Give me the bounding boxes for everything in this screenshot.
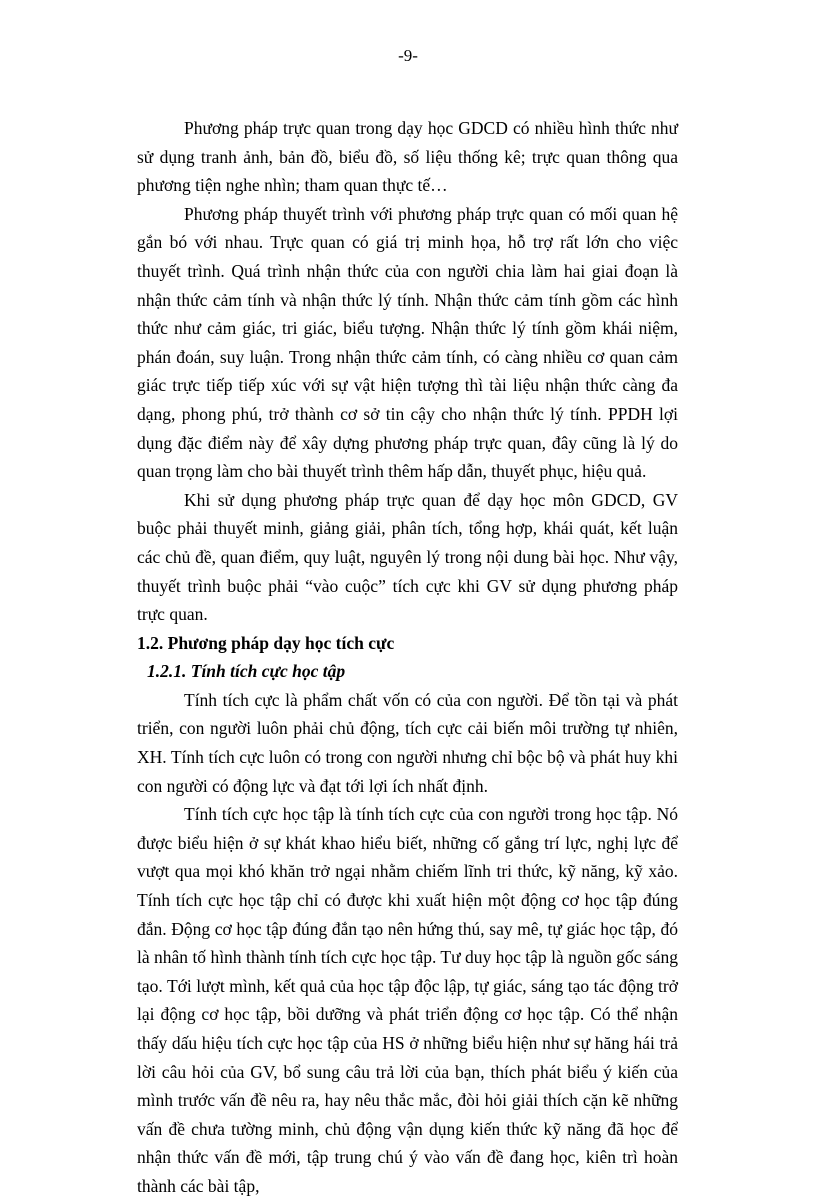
- page-body: [137, 114, 678, 1201]
- paragraph-learning-positivity: Tính tích cực học tập là tính tích cực của con người trong học tập. Nó được biểu hiện ở sự khát khao hiểu biết, những cố gắng trí lực, nghị lực để vượt qua mọi khó khăn trở ngại nhằm chiếm lĩnh tri thức, kỹ năng, kỹ xảo. Tính tích cực học tập chỉ có được khi xuất hiện một động cơ học tập đúng đắn. Động cơ học tập đúng đắn tạo nên hứng thú, say mê, tự giác học tập, đó là nhân tố hình thành tính tích cực học tập. Tư duy học tập là nguồn gốc sáng tạo. Tới lượt mình, kết quả của học tập độc lập, tự giác, sáng tạo tác động trở lại động cơ học tập, bồi dưỡng và phát triển động cơ học tập. Có thể nhận thấy dấu hiệu tích cực học tập của HS ở những biểu hiện như sự hăng hái trả lời câu hỏi của GV, bổ sung câu trả lời của bạn, thích phát biểu ý kiến của mình trước vấn đề nêu ra, hay nêu thắc mắc, đòi hỏi giải thích cặn kẽ những vấn đề chưa tường minh, chủ động vận dụng kiến thức kỹ năng đã học để nhận thức vấn đề mới, tập trung chú ý vào vấn đề đang học, kiên trì hoàn thành các bài tập,: [137, 804, 678, 1196]
- paragraph-using-visual-method: Khi sử dụng phương pháp trực quan để dạy học môn GDCD, GV buộc phải thuyết minh, giảng giải, phân tích, tổng hợp, khái quát, kết luận các chủ đề, quan điểm, quy luật, nguyên lý trong nội dung bài học. Như vậy, thuyết trình buộc phải “vào cuộc” tích cực khi GV sử dụng phương pháp trực quan.: [137, 489, 678, 625]
- section-heading-1-2: 1.2. Phương pháp dạy học tích cực: [137, 632, 395, 653]
- page-number: -9-: [398, 46, 418, 65]
- paragraph-positivity-definition: Tính tích cực là phẩm chất vốn có của con người. Để tồn tại và phát triển, con người luôn phải chủ động, tích cực cải biến môi trường tự nhiên, XH. Tính tích cực luôn có trong con người nhưng chỉ bộc bộ và phát huy khi con người có động lực và đạt tới lợi ích nhất định.: [137, 689, 678, 796]
- paragraph-visual-methods-forms: Phương pháp trực quan trong dạy học GDCD có nhiều hình thức như sử dụng tranh ảnh, bản đồ, biểu đồ, số liệu thống kê; trực quan thông qua phương tiện nghe nhìn; tham quan thực tế…: [137, 118, 678, 196]
- subsection-heading-1-2-1: 1.2.1. Tính tích cực học tập: [147, 661, 346, 682]
- paragraph-presentation-and-visual: Phương pháp thuyết trình với phương pháp trực quan có mối quan hệ gắn bó với nhau. Trực quan có giá trị minh họa, hỗ trợ rất lớn cho việc thuyết trình. Quá trình nhận thức của con người chia làm hai giai đoạn là nhận thức cảm tính và nhận thức lý tính. Nhận thức cảm tính gồm các hình thức như cảm giác, tri giác, biểu tượng. Nhận thức lý tính gồm khái niệm, phán đoán, suy luận. Trong nhận thức cảm tính, có càng nhiều cơ quan cảm giác trực tiếp tiếp xúc với sự vật hiện tượng thì tài liệu nhận thức càng đa dạng, phong phú, trở thành cơ sở tin cậy cho nhận thức lý tính. PPDH lợi dụng đặc điểm này để xây dựng phương pháp trực quan, đây cũng là lý do quan trọng làm cho bài thuyết trình thêm hấp dẫn, thuyết phục, hiệu quả.: [137, 203, 678, 482]
